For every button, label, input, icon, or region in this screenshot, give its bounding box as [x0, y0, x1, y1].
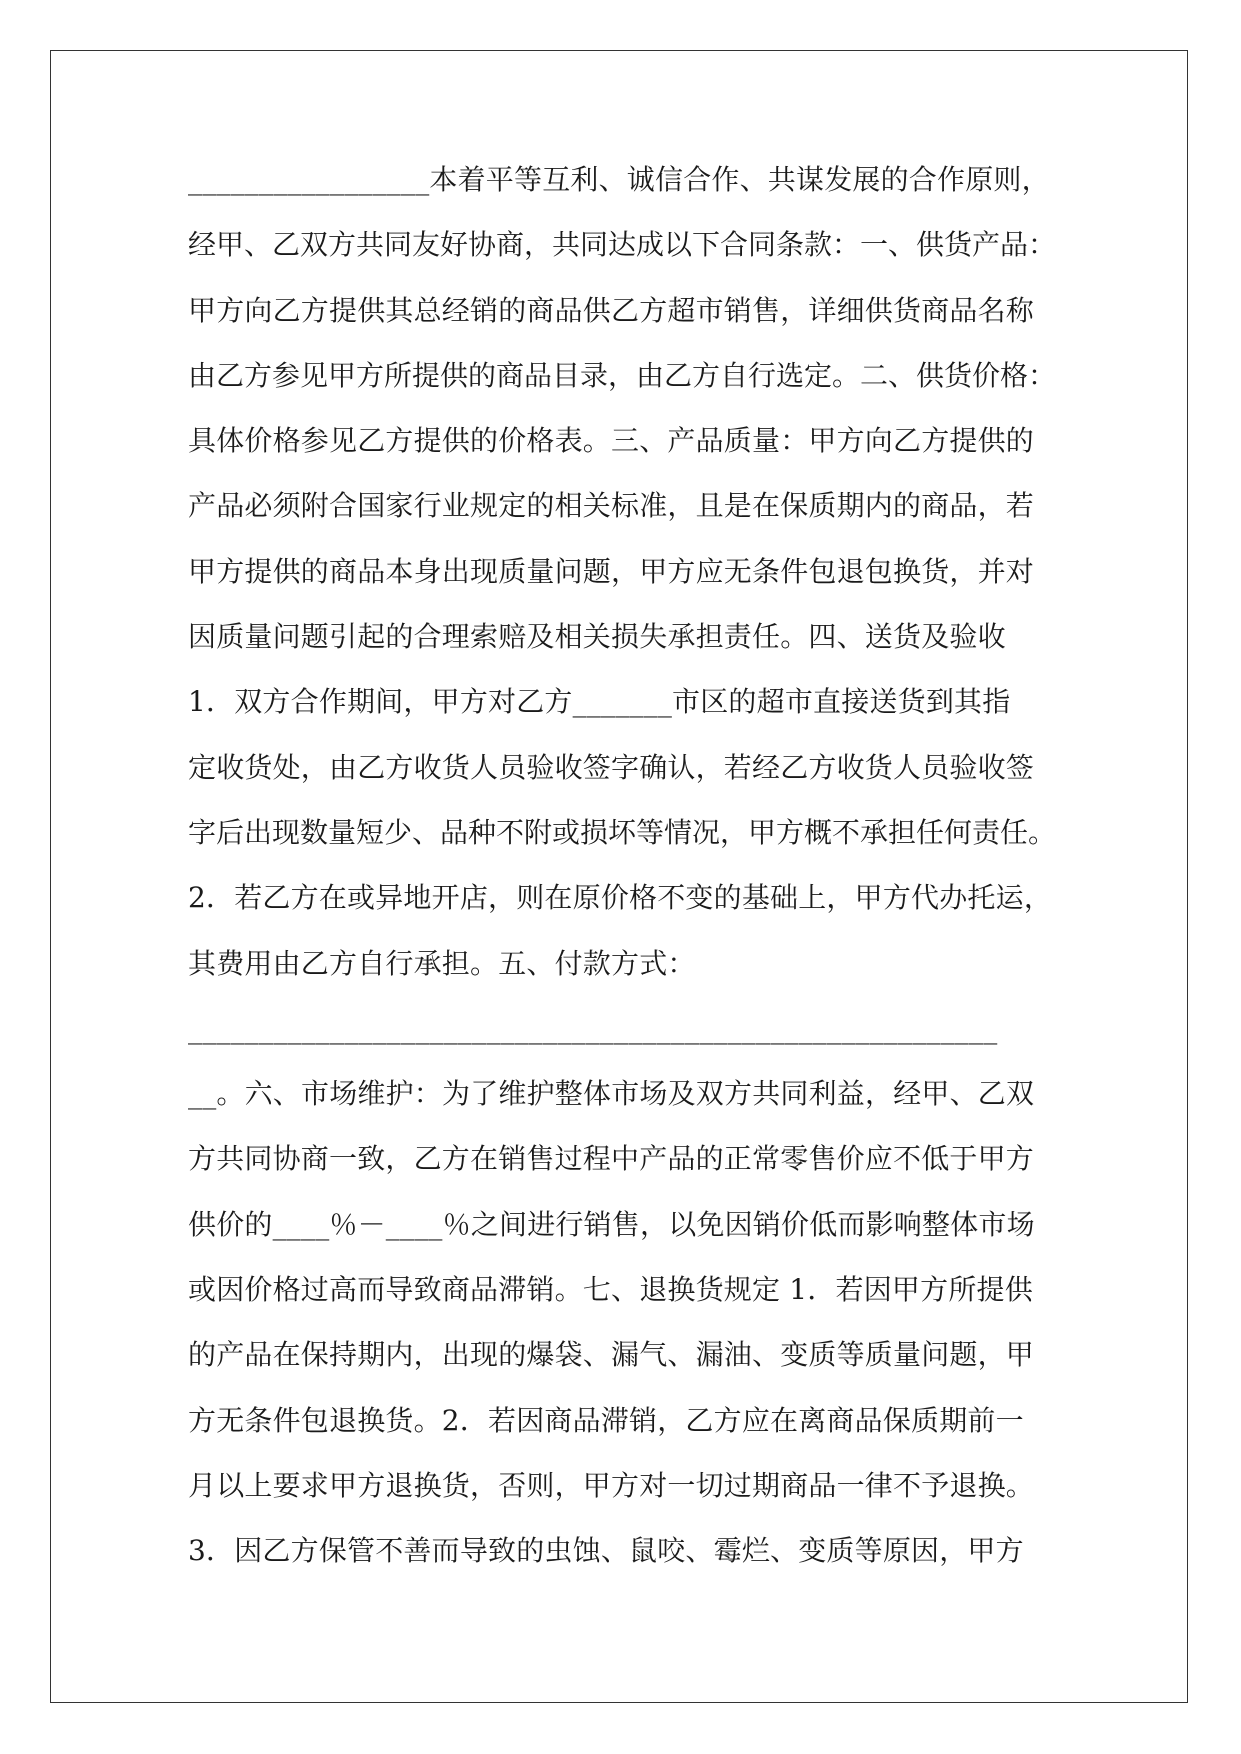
body-line-2: 经甲、乙双方共同友好协商，共同达成以下合同条款：一、供货产品： [188, 228, 1057, 262]
body-line-19: 的产品在保持期内，出现的爆袋、漏气、漏油、变质等质量问题，甲 [188, 1338, 1035, 1372]
body-line-6: 产品必须附合国家行业规定的相关标准，且是在保质期内的商品，若 [188, 489, 1035, 523]
body-line-17: 供价的____％－____％之间进行销售，以免因销价低而影响整体市场 [188, 1207, 1035, 1241]
body-line-22: 3．因乙方保管不善而导致的虫蚀、鼠咬、霉烂、变质等原因，甲方 [188, 1534, 1024, 1568]
body-line-12: 2．若乙方在或异地开店，则在原价格不变的基础上，甲方代办托运， [188, 881, 1053, 915]
body-line-11: 字后出现数量短少、品种不附或损坏等情况，甲方概不承担任何责任。 [188, 815, 1057, 849]
body-line-13: 其费用由乙方自行承担。五、付款方式： [188, 946, 696, 980]
body-line-3: 甲方向乙方提供其总经销的商品供乙方超市销售，详细供货商品名称 [188, 293, 1035, 327]
document-body [188, 155, 1056, 1592]
body-line-18: 或因价格过高而导致商品滞销。七、退换货规定 1．若因甲方所提供 [188, 1273, 1033, 1307]
body-line-15: __。六、市场维护：为了维护整体市场及双方共同利益，经甲、乙双 [188, 1077, 1035, 1111]
body-line-8: 因质量问题引起的合理索赔及相关损失承担责任。四、送货及验收 [188, 620, 1006, 654]
body-line-7: 甲方提供的商品本身出现质量问题，甲方应无条件包退包换货，并对 [188, 554, 1035, 588]
body-line-21: 月以上要求甲方退换货，否则，甲方对一切过期商品一律不予退换。 [188, 1468, 1035, 1502]
body-line-9: 1．双方合作期间，甲方对乙方_______市区的超市直接送货到其指 [188, 685, 1011, 719]
body-line-5: 具体价格参见乙方提供的价格表。三、产品质量：甲方向乙方提供的 [188, 424, 1035, 458]
body-line-16: 方共同协商一致，乙方在销售过程中产品的正常零售价应不低于甲方 [188, 1142, 1035, 1176]
body-line-14: _________________________________________________________ [188, 1011, 998, 1045]
body-line-10: 定收货处，由乙方收货人员验收签字确认，若经乙方收货人员验收签 [188, 750, 1035, 784]
body-line-4: 由乙方参见甲方所提供的商品目录，由乙方自行选定。二、供货价格： [188, 358, 1057, 392]
body-line-20: 方无条件包退换货。2．若因商品滞销，乙方应在离商品保质期前一 [188, 1403, 1024, 1437]
body-line-1: _________________本着平等互利、诚信合作、共谋发展的合作原则， [188, 163, 1050, 196]
